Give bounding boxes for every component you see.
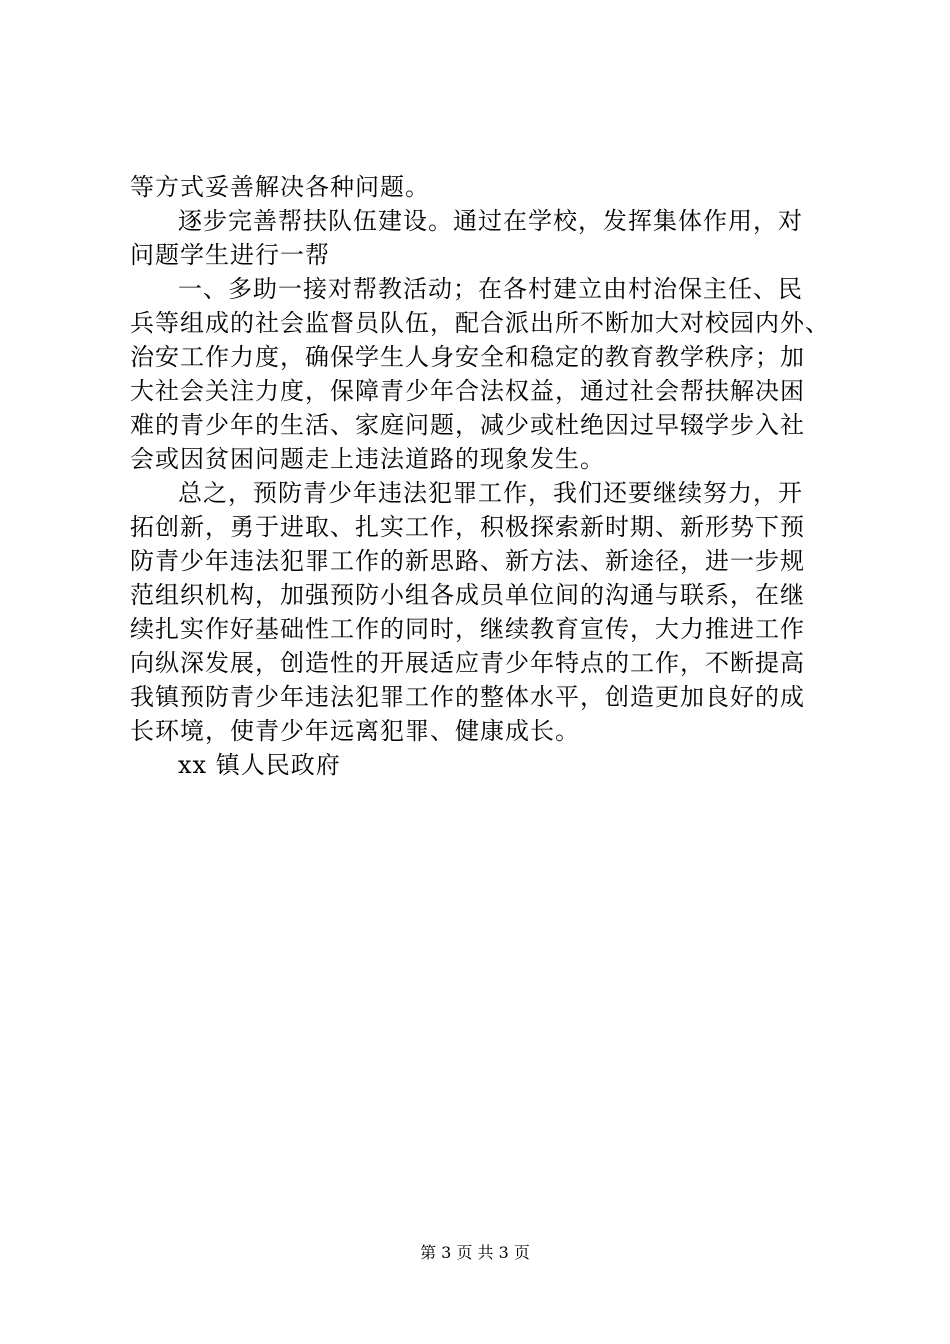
signature-line: xx 镇人民政府 [178,751,341,779]
text-line: 等方式妥善解决各种问题。 [130,173,430,201]
paragraph-start-line: 逐步完善帮扶队伍建设。通过在学校，发挥集体作用，对 [178,207,803,235]
text-line: 长环境，使青少年远离犯罪、健康成长。 [130,717,580,745]
text-line: 我镇预防青少年违法犯罪工作的整体水平，创造更加良好的成 [130,683,805,711]
text-line: 难的青少年的生活、家庭问题，减少或杜绝因过早辍学步入社 [130,411,805,439]
page-number-label: 第 3 页 共 3 页 [420,1243,530,1262]
text-line: 续扎实作好基础性工作的同时，继续教育宣传，大力推进工作 [130,615,805,643]
paragraph-start-line: 一、多助一接对帮教活动；在各村建立由村治保主任、民 [178,275,803,303]
paragraph-start-line: 总之，预防青少年违法犯罪工作，我们还要继续努力，开 [178,479,803,507]
text-line: 防青少年违法犯罪工作的新思路、新方法、新途径，进一步规 [130,547,805,575]
text-line: 兵等组成的社会监督员队伍，配合派出所不断加大对校园内外、 [130,309,830,337]
text-line: 范组织机构，加强预防小组各成员单位间的沟通与联系，在继 [130,581,805,609]
text-line: 大社会关注力度，保障青少年合法权益，通过社会帮扶解决困 [130,377,805,405]
text-line: 拓创新，勇于进取、扎实工作，积极探索新时期、新形势下预 [130,513,805,541]
page-footer [0,1243,950,1263]
text-line: 治安工作力度，确保学生人身安全和稳定的教育教学秩序；加 [130,343,805,371]
text-line: 会或因贫困问题走上违法道路的现象发生。 [130,445,605,473]
text-line: 问题学生进行一帮 [130,241,330,269]
document-body [130,170,830,782]
text-line: 向纵深发展，创造性的开展适应青少年特点的工作，不断提高 [130,649,805,677]
